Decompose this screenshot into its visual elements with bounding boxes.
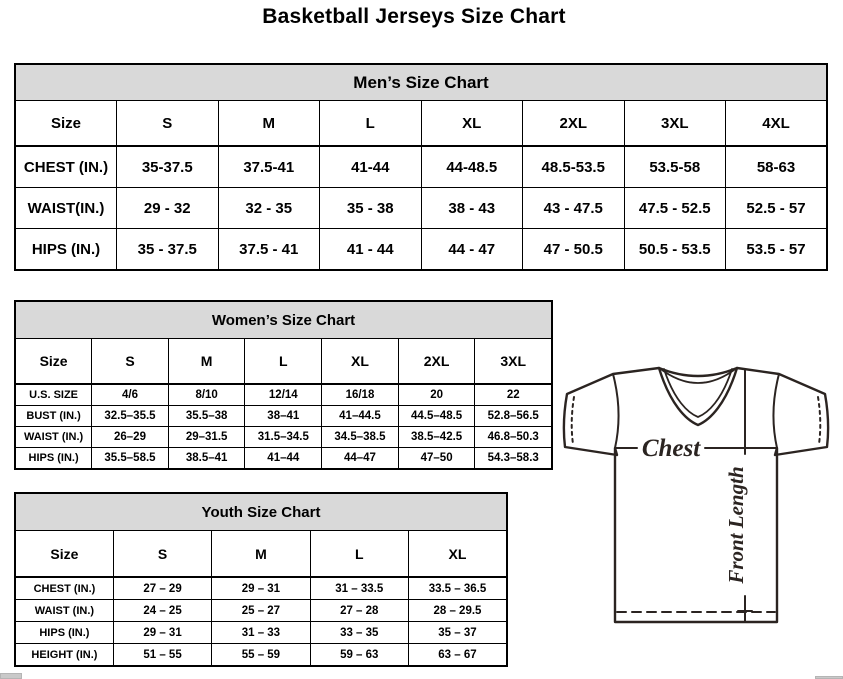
table-row [15, 146, 827, 188]
column-header: M [168, 339, 245, 385]
size-cell: 35 – 37 [408, 622, 507, 644]
size-cell: 35-37.5 [117, 146, 219, 188]
size-cell: 47 - 50.5 [523, 229, 625, 271]
size-cell: 41 - 44 [320, 229, 422, 271]
size-cell: 41–44.5 [322, 406, 399, 427]
size-cell: 41–44 [245, 448, 322, 470]
size-cell: 29–31.5 [168, 427, 245, 448]
size-cell: 63 – 67 [408, 644, 507, 667]
size-cell: 25 – 27 [212, 600, 310, 622]
size-cell: 31 – 33 [212, 622, 310, 644]
column-header: XL [421, 101, 523, 147]
size-cell: 44–47 [322, 448, 399, 470]
size-cell: 46.8–50.3 [475, 427, 552, 448]
column-header: 3XL [475, 339, 552, 385]
table-row [15, 644, 507, 667]
column-header: 2XL [523, 101, 625, 147]
size-cell: 41-44 [320, 146, 422, 188]
table-row [15, 600, 507, 622]
page-title: Basketball Jerseys Size Chart [262, 5, 566, 28]
row-label: HIPS (IN.) [15, 448, 92, 470]
size-cell: 44-48.5 [421, 146, 523, 188]
chest-label: Chest [641, 435, 701, 462]
column-header: Size [15, 339, 92, 385]
table-title: Youth Size Chart [15, 493, 507, 531]
column-header: S [117, 101, 219, 147]
horizontal-scrollbar-thumb[interactable] [0, 673, 22, 679]
size-cell: 35.5–58.5 [92, 448, 169, 470]
jersey-outline [564, 368, 828, 622]
size-cell: 37.5-41 [218, 146, 320, 188]
size-cell: 58-63 [726, 146, 828, 188]
size-cell: 28 – 29.5 [408, 600, 507, 622]
size-cell: 8/10 [168, 384, 245, 406]
size-header-row [15, 531, 507, 578]
row-label: HIPS (IN.) [15, 622, 113, 644]
size-cell: 20 [398, 384, 475, 406]
size-cell: 50.5 - 53.5 [624, 229, 726, 271]
size-cell: 35 - 38 [320, 188, 422, 229]
size-cell: 52.5 - 57 [726, 188, 828, 229]
column-header: M [212, 531, 310, 578]
size-header-row [15, 339, 552, 385]
size-cell: 38 - 43 [421, 188, 523, 229]
table-title-row [15, 493, 507, 531]
size-cell: 48.5-53.5 [523, 146, 625, 188]
column-header: 2XL [398, 339, 475, 385]
size-cell: 37.5 - 41 [218, 229, 320, 271]
column-header: Size [15, 531, 113, 578]
size-cell: 26–29 [92, 427, 169, 448]
size-cell: 27 – 29 [113, 577, 211, 600]
column-header: S [92, 339, 169, 385]
size-cell: 55 – 59 [212, 644, 310, 667]
column-header: L [320, 101, 422, 147]
column-header: XL [408, 531, 507, 578]
size-cell: 34.5–38.5 [322, 427, 399, 448]
size-cell: 59 – 63 [310, 644, 408, 667]
size-cell: 29 – 31 [113, 622, 211, 644]
size-cell: 16/18 [322, 384, 399, 406]
womens-size-table [14, 300, 553, 470]
table-row [15, 622, 507, 644]
size-cell: 47.5 - 52.5 [624, 188, 726, 229]
size-cell: 32.5–35.5 [92, 406, 169, 427]
column-header: XL [322, 339, 399, 385]
column-header: L [245, 339, 322, 385]
size-cell: 38.5–42.5 [398, 427, 475, 448]
size-cell: 44 - 47 [421, 229, 523, 271]
size-cell: 12/14 [245, 384, 322, 406]
size-cell: 53.5-58 [624, 146, 726, 188]
size-cell: 22 [475, 384, 552, 406]
size-cell: 33 – 35 [310, 622, 408, 644]
size-cell: 43 - 47.5 [523, 188, 625, 229]
table-title-row [15, 301, 552, 339]
size-cell: 35 - 37.5 [117, 229, 219, 271]
column-header: M [218, 101, 320, 147]
size-cell: 29 – 31 [212, 577, 310, 600]
size-cell: 38.5–41 [168, 448, 245, 470]
table-title: Men’s Size Chart [15, 64, 827, 101]
table-row [15, 448, 552, 470]
size-cell: 31.5–34.5 [245, 427, 322, 448]
row-label: WAIST (IN.) [15, 600, 113, 622]
row-label: WAIST(IN.) [15, 188, 117, 229]
row-label: U.S. SIZE [15, 384, 92, 406]
column-header: S [113, 531, 211, 578]
column-header: 4XL [726, 101, 828, 147]
table-row [15, 577, 507, 600]
row-label: HEIGHT (IN.) [15, 644, 113, 667]
youth-size-table [14, 492, 508, 667]
table-row [15, 384, 552, 406]
size-cell: 47–50 [398, 448, 475, 470]
size-cell: 24 – 25 [113, 600, 211, 622]
row-label: HIPS (IN.) [15, 229, 117, 271]
table-title: Women’s Size Chart [15, 301, 552, 339]
size-cell: 29 - 32 [117, 188, 219, 229]
row-label: BUST (IN.) [15, 406, 92, 427]
table-row [15, 188, 827, 229]
size-cell: 54.3–58.3 [475, 448, 552, 470]
row-label: CHEST (IN.) [15, 577, 113, 600]
table-title-row [15, 64, 827, 101]
size-cell: 53.5 - 57 [726, 229, 828, 271]
column-header: 3XL [624, 101, 726, 147]
size-cell: 27 – 28 [310, 600, 408, 622]
size-cell: 35.5–38 [168, 406, 245, 427]
size-cell: 33.5 – 36.5 [408, 577, 507, 600]
size-header-row [15, 101, 827, 147]
size-cell: 4/6 [92, 384, 169, 406]
size-cell: 38–41 [245, 406, 322, 427]
size-cell: 51 – 55 [113, 644, 211, 667]
front-length-label: Front Length [724, 466, 748, 584]
table-row [15, 229, 827, 271]
size-cell: 31 – 33.5 [310, 577, 408, 600]
mens-size-table [14, 63, 828, 271]
column-header: Size [15, 101, 117, 147]
size-cell: 52.8–56.5 [475, 406, 552, 427]
jersey-diagram [556, 360, 840, 630]
column-header: L [310, 531, 408, 578]
size-cell: 32 - 35 [218, 188, 320, 229]
table-row [15, 406, 552, 427]
row-label: CHEST (IN.) [15, 146, 117, 188]
table-row [15, 427, 552, 448]
size-cell: 44.5–48.5 [398, 406, 475, 427]
row-label: WAIST (IN.) [15, 427, 92, 448]
